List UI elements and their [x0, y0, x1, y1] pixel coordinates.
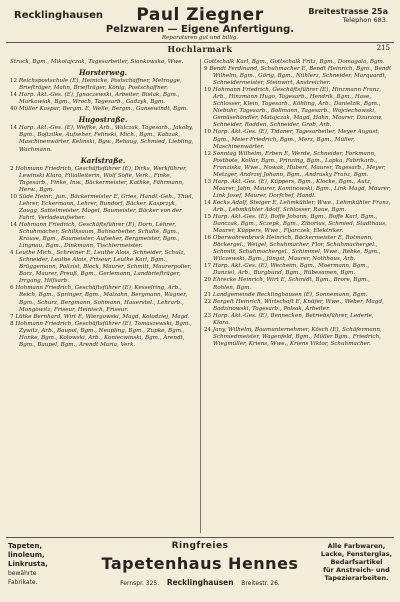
- address-entry: [10, 166, 196, 194]
- address-entry: [10, 92, 196, 106]
- header-advertisement: [6, 4, 394, 43]
- column-divider: [200, 59, 201, 533]
- house-number: 10: [204, 87, 212, 94]
- house-number: 22: [204, 298, 212, 305]
- street-heading: Horsterweg.: [78, 68, 128, 78]
- residents-text: Hohmann Friedrich, Geschäftsführer (E), Dorn, Lehrer, Schuhmacher, Schilksaum, Bahnarbeiter, Schulte, Bgm., Krause, Bgm., Baumeister, Aufseher, Bergmeister, Bgm., Lingnau, Bgm., Dinkmann, Tischlermeister.: [18, 221, 180, 250]
- footer-phone: Fernspr. 325.: [120, 580, 160, 587]
- right-column: [204, 59, 392, 348]
- address-entry: [10, 125, 196, 153]
- house-number: 24: [204, 326, 212, 333]
- district-title: Hochlarmark: [167, 44, 233, 54]
- footer-right-line: Lacke, Fensterglas,: [320, 550, 392, 558]
- house-number: 16: [204, 235, 212, 242]
- house-number: 8: [10, 320, 14, 327]
- footer-left-line: linoleum,: [8, 551, 45, 559]
- footer-city: Recklinghausen: [166, 578, 234, 587]
- house-number: 2: [10, 165, 14, 172]
- header-note: Reparaturen gut und billig.: [161, 35, 239, 41]
- house-number: 23: [204, 312, 212, 319]
- house-number: 12: [204, 150, 212, 157]
- house-number: 4: [10, 250, 14, 257]
- address-entry: [204, 66, 392, 87]
- address-entry: [204, 292, 392, 299]
- address-entry: [204, 179, 392, 200]
- house-number: 13: [204, 178, 212, 185]
- residents-text: Borgelt Heinrich, Wirtschaft E, Knüfer, Wwe., Weber, Magd, Badzinowski, Tagesarb., Polsak, Arbeiter.: [212, 298, 384, 312]
- residents-text: Reichspostschule (E), Heinicke, Postschaffner, Metrogge, Briefträger, Mahn, Briefträger, König, Postschaffner.: [18, 78, 182, 92]
- house-number: 14: [10, 92, 18, 99]
- residents-text: Hohmann Friedrich, Geschäftsführer (E), Tomaszewski, Bgm., Zywitz, Arb., Baupol, Bgm., Neupling, Bgm., Zupke, Bgm., Hanke, Bgm., Kolowski, Arb., Koniecwinski, Bgm., Arendt, Bgm., Baupel, Bgm., Arendt Maria, Verk.: [15, 320, 192, 348]
- address-entry: [10, 59, 196, 66]
- footer-left-small: Fabrikate.: [8, 579, 38, 586]
- residents-text: Müller Kaspar, Bergm. E, Welle, Bergm., Gansewindt, Bgm.: [18, 106, 188, 113]
- directory-page: [6, 4, 394, 598]
- residents-text: Bendt Ferdinand, Schuhmacher E, Bendt Heinrich, Bgm., Bendt Wilhelm, Bgm., Görig, Bgm., Nühlerz, Schneider, Marquardt, Schneidermeister, Steinwirt, Anstreicher.: [209, 66, 392, 87]
- address-entry: [204, 299, 392, 313]
- address-entry: [204, 327, 392, 348]
- page-heading: [6, 44, 394, 56]
- address-entry: [204, 151, 392, 179]
- house-number: 14: [10, 125, 18, 132]
- address-entry: [10, 321, 196, 349]
- header-address: [308, 7, 388, 25]
- residents-text: Harp. Akt.-Ges. (E), Weffke, Arb., Walczak, Tagesarb., Jakoby, Bgm., Bojtzilke, Aufseher, Felinski, Mich., Bgm., Kabzak, Maschinenwärter, Kelinski, Bgw., Rehaug, Schmied, Liebling, Wachmann.: [18, 125, 194, 153]
- residents-text: Leuthe Mich., Schreiner E, Leuthe Alois, Schneider, Schulz, Schneider, Leuthe Alois, Friseur, Leuthe Karl, Bgm., Brüggemann, Polizist, Block, Maurer, Schmitt, Maurerpolier, Barz, Maurer, Preuß, Bgm., Gerlemann, Landbriefträger, Irrgang, Hilfsarb.: [15, 250, 192, 285]
- house-number: 7: [10, 313, 14, 320]
- address-entry: [204, 87, 392, 129]
- residents-text: Landgemeinde Recklinghausen (E), Sonnemann, Bgm.: [212, 291, 368, 298]
- footer-left-small: bewährte: [8, 570, 37, 577]
- residents-text: Lütke Bernhard, Wirt E, Wiergowski, Magd, Kolodziej, Magd.: [15, 313, 190, 320]
- residents-text: Süde Heinr., jun., Bäckermeister E, Gries, Handl.-Geh., Thiel, Lehrer, Eckermann, Lehrer, Rundorf, Bäcker, Kasprzyk, Zaugg, Sattelmeister, Mogel, Baumeister, Bäcker von der Fahrt, Verladeaufseher.: [18, 193, 194, 221]
- residents-text: Hohmann Friedrich, Geschäftsführer (E), Hinzmann Franz, Arb., Hinzmann Hugo, Tagesarb., Hendrik, Bgm., Hase, Schlosser, Klein, Tagesarb., Köhling, Arb., Danielzik, Bgm., Niebuhr, Tagesarb., Bollmann, Tagesarb., Wojciechowski, Gemüsehändler, Matajczak, Magd, Hahn, Maurer, Dzurzow, Schneider, Rodden, Schneider, Grob, Arb.: [212, 87, 383, 129]
- house-number: 14: [204, 199, 212, 206]
- house-number: 40: [10, 106, 18, 113]
- footer-street: Breitestr. 26.: [241, 580, 280, 587]
- residents-text: Harp. Akt.-Ges. (E), Bennecken, Betriebsführer, Lederle, Klara.: [212, 312, 374, 326]
- house-number: 9: [204, 66, 208, 73]
- address-entry: [10, 106, 196, 113]
- house-number: 10: [10, 193, 18, 200]
- footer-right-line: Tapezierarbeiten.: [324, 574, 389, 582]
- footer-right-line: Alle Farbwaren,: [327, 542, 386, 550]
- residents-text: Harp. Akt.-Ges. (E), Jgnaczewski, Arbeiter, Bielak, Bgm., Markowiak, Bgm., Wroch, Tagesarb., Gadzyk, Bgm.: [18, 92, 180, 106]
- header-city: Recklinghausen: [14, 10, 104, 21]
- residents-text: Ehrecke Heinrich, Wirt E, Schmidt, Bgm., Brore, Bgm., Rohlen, Bgm.: [212, 277, 370, 291]
- footer-left-line: Linkrusta,: [8, 560, 48, 568]
- footer-right-line: Bedarfsartikel: [330, 558, 383, 566]
- address-entry: [10, 78, 196, 92]
- house-number: 6: [10, 285, 14, 292]
- address-entry: [204, 129, 392, 150]
- footer-business-name: Tapetenhaus Hennes: [101, 554, 299, 573]
- address-entry: [10, 250, 196, 285]
- residents-text: Hohmann Friedrich, Geschäftsführer (E), Kesselring, Arb., Reich, Bgm., Springer, Bgm., Malzahn, Bergmann, Wagner, Bgm., Schurz, Bergmann, Sohmann, Hauerstel., Lehrarb., Mongowitz, Friseur, Heinisch, Friseur.: [15, 285, 188, 313]
- footer-left-line: Tapeten,: [8, 542, 43, 550]
- address-entry: [204, 277, 392, 291]
- footer-ring-label: Ringfreies: [171, 541, 229, 551]
- house-number: 14: [10, 221, 18, 228]
- header-tagline: Pelzwaren — Eigene Anfertigung.: [105, 24, 295, 35]
- address-entry: [10, 285, 196, 313]
- residents-text: Harp. Akt.-Ges. (E), Wecheim, Bgm., Moermann, Bgm., Danziel, Arb., Burgbund, Bgm., Rübesamen, Bgm.: [212, 263, 370, 277]
- house-number: 12: [10, 78, 18, 85]
- address-entry: [204, 263, 392, 277]
- address-entry: [10, 314, 196, 321]
- header-phone: Telephon 683.: [342, 16, 388, 24]
- residents-text: Harp. Akt.-Ges. (E), Tidaner, Tagesarbeiter, Meyer August, Bgm., Meier Friedrich, Bgm., Merz, Bgm., Müller, Maschinenwärter.: [212, 129, 380, 150]
- footer-right-block: [321, 542, 392, 582]
- residents-text: Sonntag Wilhelm, Erben E, Werde, Schneider, Forkmann, Postbote, Kollar, Bgm., Prinzing, Bgm., Lapka, Fabrikarb., Franziska, Wwe., Nowak, Hubert, Maurer, Tagesarb., Meyer, Metzger, Andrzej Johann, Bgm., Andrusky Franz, Bgm.: [212, 150, 386, 178]
- street-heading: Karlstraße.: [80, 155, 126, 165]
- header-street: Breitestrasse 25a: [308, 7, 388, 16]
- address-entry: [204, 59, 392, 66]
- address-entry: [204, 235, 392, 263]
- address-entry: [10, 194, 196, 222]
- house-number: 10: [204, 129, 212, 136]
- residents-text: Kocks Adolf, Steiger E, Lehmkühler, Wwe., Lehmkühler Franz, Arb., Lehmkühler Adolf, Schlosser, Raue, Bgm.: [212, 199, 391, 213]
- residents-text: Harp. Akt.-Ges. (E), Küppers, Bgm., Klocke, Bgm., Autz, Maurer, Jahn, Maurer, Kaminowski, Bgm., Link Magd, Maurer, Link Josef, Maurer, Dorfchef, Handl.: [212, 178, 391, 199]
- residents-text: Hohmann Friedrich, Geschäftsführer (E), Dirks, Werkführer, Lewinski Klara, Filialleiterin, Wolf Sofie, Verk., Finke, Tagesarb., Finke, Inw., Bäckermeister, Kathke, Fährmann, Herw., Bgm.: [15, 165, 187, 193]
- footer-advertisement: [6, 537, 394, 599]
- street-heading: Hugostraße.: [78, 115, 128, 125]
- residents-text: Jany, Wilhelm, Baumunternehmer, Kösch (E), Schäfermann, Schmiedmeister, Wagenfeld, Bgm., Müller Bgm., Friedrich, Wiegmüller, Kriens, Wwe., Kriens Viktor, Schuhmacher.: [212, 326, 382, 347]
- house-number: 17: [204, 263, 212, 270]
- residents-text: Struck, Bgm., Mikolajczak, Tagesarbeiter, Siankowska, Wwe.: [10, 59, 184, 65]
- residents-text: Gottschalk Karl, Bgm., Gottschalk Fritz, Bgm., Domagala, Bgm.: [204, 59, 385, 65]
- address-entry: [204, 214, 392, 235]
- address-entry: [204, 200, 392, 214]
- left-column: [10, 59, 196, 349]
- address-entry: [10, 222, 196, 250]
- footer-right-line: für Anstreich- und: [323, 566, 390, 574]
- house-number: 15: [204, 214, 212, 221]
- residents-text: Harp. Akt.-Ges. (E), Boffe Johann, Bgm., Boffe Karl, Bgm., Danczak, Bgm., Sczepk, Bgm., Ziborius, Schmied, Stadthaus, Maurer, Küppers, Wwe., Fijarczek, Elektriker.: [212, 214, 387, 235]
- page-number: 215: [376, 44, 390, 52]
- residents-text: Oberwahrenbrock Heinrich, Bäckermeister E, Rotmann, Bäckergel., Weigel, Schuhmacher, Flor, Schuhmachergel., Schmitt, Schuhmachergel., Schimmel, Wwe., Rebke, Bgm., Wilczewski, Bgm., Jüngst, Maurer, Nothhaus, Arb.: [212, 235, 381, 263]
- header-business-name: Paul Ziegner: [136, 5, 264, 25]
- house-number: 21: [204, 291, 212, 298]
- house-number: 20: [204, 277, 212, 284]
- address-entry: [204, 313, 392, 327]
